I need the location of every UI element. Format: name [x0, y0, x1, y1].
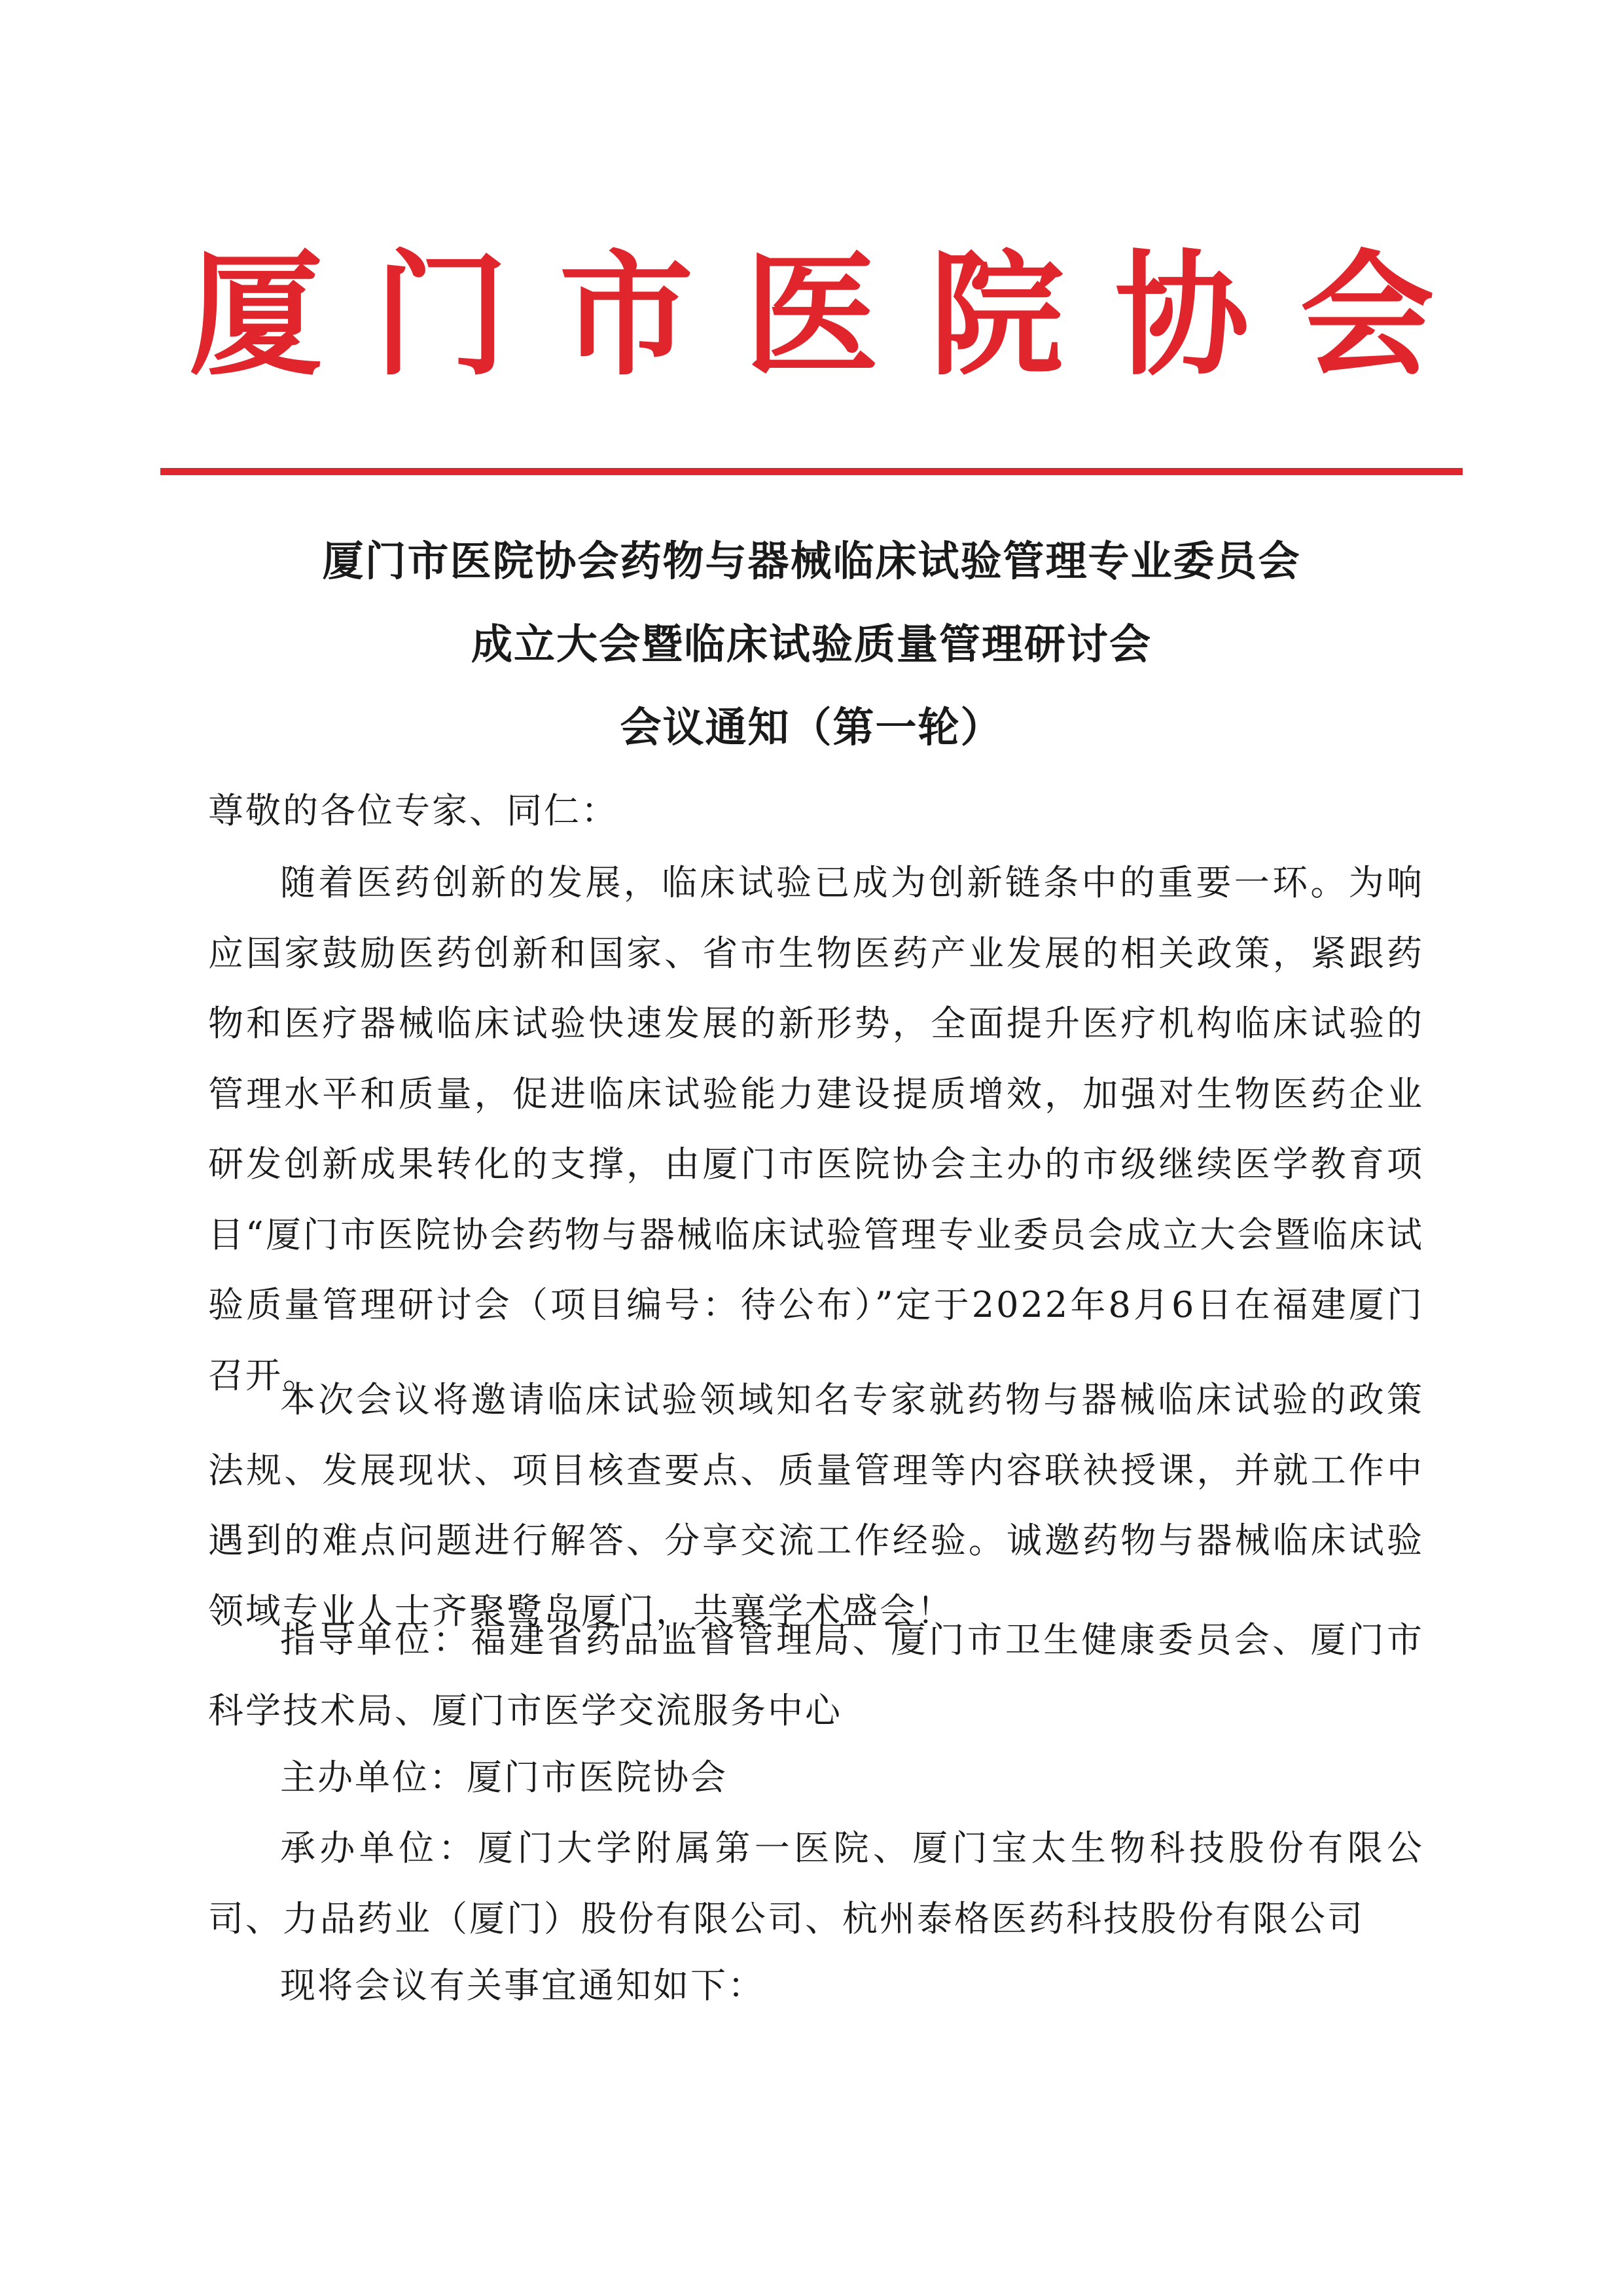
letterhead-org-name: 厦门市医院协会 — [188, 237, 1486, 394]
paragraph-background: 随着医药创新的发展，临床试验已成为创新链条中的重要一环。为响应国家鼓励医药创新和国家、省市生物医药产业发展的相关政策，紧跟药物和医疗器械临床试验快速发展的新形势，全面提升医疗机构临床试验的管理水平和质量，促进临床试验能力建设提质增效，加强对生物医药企业研发创新成果转化的支撑，由厦门市医院协会主办的市级继续医学教育项目“厦门市医院协会药物与器械临床试验管理专业委员会成立大会暨临床试验质量管理研讨会（项目编号：待公布）”定于2022年8月6日在福建厦门召开。 — [208, 862, 1424, 1396]
paragraph-guiding-units: 指导单位：福建省药品监督管理局、厦门市卫生健康委员会、厦门市科学技术局、厦门市医学交流服务中心 — [208, 1619, 1424, 1731]
paragraph-notice-intro: 现将会议有关事宜通知如下： — [280, 1965, 765, 2006]
paragraph-invitation: 本次会议将邀请临床试验领域知名专家就药物与器械临床试验的政策法规、发展现状、项目核查要点、质量管理等内容联袂授课，并就工作中遇到的难点问题进行解答、分享交流工作经验。诚邀药物与器械临床试验领域专业人士齐聚鹭岛厦门，共襄学术盛会！ — [208, 1379, 1424, 1632]
document-title-line-3: 会议通知（第一轮） — [620, 704, 1003, 751]
document-title-line-1: 厦门市医院协会药物与器械临床试验管理专业委员会 — [322, 537, 1301, 585]
document-title-line-2: 成立大会暨临床试验质量管理研讨会 — [471, 620, 1152, 668]
paragraph-organizing-units: 承办单位：厦门大学附属第一医院、厦门宝太生物科技股份有限公司、力品药业（厦门）股份有限公司、杭州泰格医药科技股份有限公司 — [208, 1827, 1424, 1939]
salutation: 尊敬的各位专家、同仁： — [208, 790, 618, 831]
paragraph-host-unit: 主办单位：厦门市医院协会 — [280, 1757, 728, 1798]
letterhead-red-divider — [160, 468, 1463, 475]
